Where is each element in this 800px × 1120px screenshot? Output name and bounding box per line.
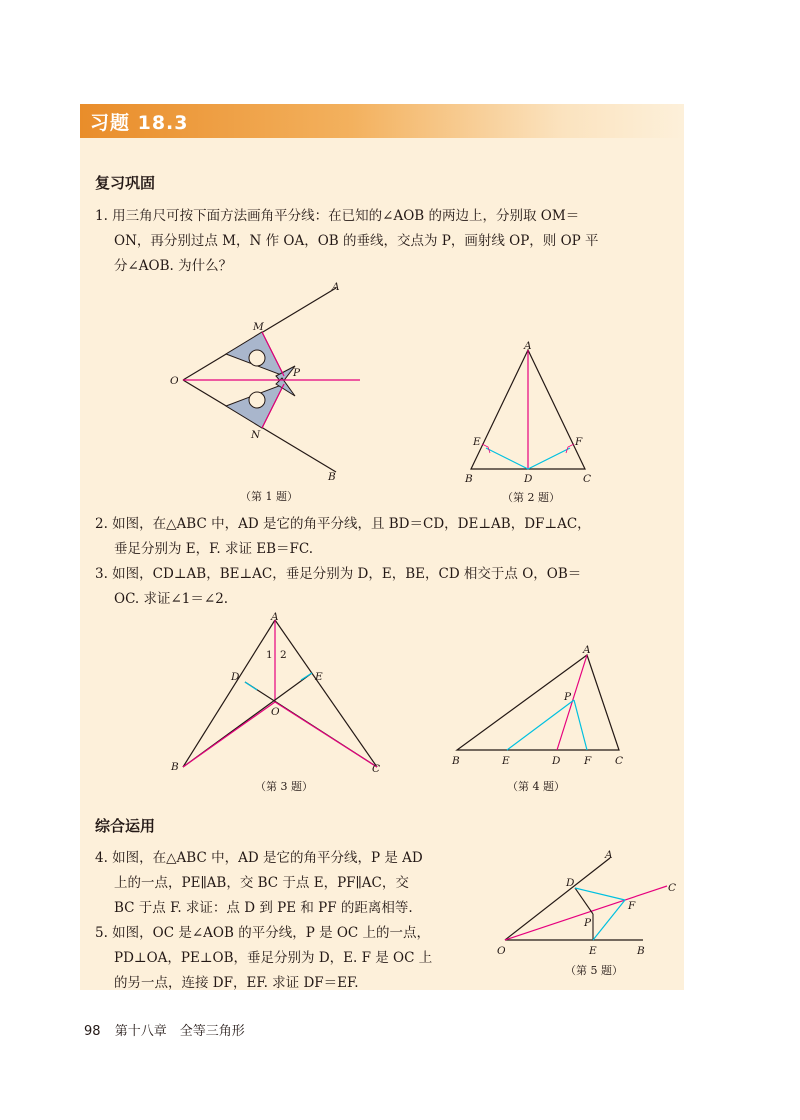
label-A: A: [271, 612, 279, 623]
figure-1: [160, 280, 380, 505]
figure-3-caption: （第 3 题）: [255, 780, 313, 793]
label-C: C: [668, 882, 677, 894]
segment-PF: [574, 700, 587, 750]
figure-3: [165, 612, 395, 797]
figure-2: [460, 335, 610, 507]
label-D: D: [566, 877, 575, 889]
label-C: C: [615, 755, 624, 767]
ray-OA: [505, 858, 610, 940]
label-A: A: [332, 281, 340, 293]
label-C: C: [372, 763, 381, 775]
label-angle-1: 1: [266, 649, 273, 661]
label-O: O: [271, 706, 280, 718]
figure-1-caption: （第 1 题）: [240, 490, 298, 503]
section-review-title: 复习巩固: [95, 174, 156, 192]
side-AC: [275, 620, 377, 767]
problem-5: 5. 如图，OC 是∠AOB 的平分线，P 是 OC 上的一点， PD⊥OA，PE⊥OB，垂足分别为 D，E. F 是 OC 上 的另一点，连接 DF，EF. 求证 DF＝EF.: [95, 925, 433, 991]
label-F: F: [628, 900, 636, 912]
label-B: B: [637, 945, 645, 957]
label-D: D: [231, 671, 240, 683]
label-D: D: [552, 755, 561, 767]
side-AB: [183, 620, 275, 767]
label-B: B: [452, 755, 460, 767]
label-F: F: [584, 755, 592, 767]
label-A: A: [524, 340, 532, 352]
label-A: A: [605, 849, 613, 861]
segment-PE: [507, 700, 574, 750]
label-D: D: [524, 473, 533, 485]
label-P: P: [293, 367, 301, 379]
label-E: E: [589, 945, 597, 957]
label-A: A: [583, 644, 591, 656]
label-E: E: [315, 671, 323, 683]
problem-3: 3. 如图，CD⊥AB，BE⊥AC，垂足分别为 D，E，BE，CD 相交于点 O，OB＝ OC. 求证∠1＝∠2.: [95, 566, 582, 607]
problem-1: 1. 用三角尺可按下面方法画角平分线：在已知的∠AOB 的两边上，分别取 OM＝ ON，再分别过点 M，N 作 OA，OB 的垂线，交点为 P，画射线 OP，则 OP 平 分∠AOB. 为什么？: [95, 208, 599, 274]
label-B: B: [328, 471, 336, 483]
label-O: O: [497, 945, 506, 957]
section-apply-title: 综合运用: [95, 817, 156, 835]
page-footer: [84, 1020, 245, 1039]
right-angle-E: [301, 673, 312, 680]
label-N: N: [251, 429, 261, 441]
label-C: C: [583, 473, 592, 485]
label-F: F: [575, 436, 583, 448]
chapter-title: 第十八章 全等三角形: [114, 1024, 245, 1039]
label-P: P: [564, 691, 572, 703]
figure-2-caption: （第 2 题）: [502, 491, 560, 504]
segment-DF: [528, 448, 570, 469]
label-M: M: [253, 321, 264, 333]
exercise-title: 习题 18.3: [90, 112, 189, 134]
ray-OC: [505, 886, 667, 940]
problem-4: 4. 如图，在△ABC 中，AD 是它的角平分线，P 是 AD 上的一点，PE∥AB，交 BC 于点 E，PF∥AC，交 BC 于点 F. 求证：点 D 到 PE 和 PF 的距离相等.: [95, 850, 423, 916]
label-B: B: [465, 473, 473, 485]
label-E: E: [502, 755, 510, 767]
exercise-header: [80, 104, 684, 138]
set-square-top-hole: [249, 350, 265, 366]
segment-CO: [275, 702, 377, 767]
page-number: 98: [84, 1024, 101, 1039]
set-square-bottom-hole: [249, 392, 265, 408]
label-B: B: [171, 761, 179, 773]
label-P: P: [584, 917, 592, 929]
segment-AD: [557, 655, 587, 750]
right-angle-D: [245, 682, 257, 690]
label-O: O: [170, 375, 179, 387]
figure-5: [495, 848, 683, 980]
label-angle-2: 2: [280, 649, 287, 661]
figure-4: [445, 640, 635, 798]
problem-2: 2. 如图，在△ABC 中，AD 是它的角平分线，且 BD＝CD，DE⊥AB，DF⊥AC， 垂足分别为 E，F. 求证 EB＝FC.: [95, 516, 591, 557]
figure-5-caption: （第 5 题）: [565, 964, 623, 977]
figure-4-caption: （第 4 题）: [507, 780, 565, 793]
segment-DE: [486, 448, 528, 469]
segment-BO: [183, 702, 275, 767]
segment-EF: [593, 900, 625, 940]
triangle-ABC: [457, 655, 619, 750]
label-E: E: [473, 436, 481, 448]
